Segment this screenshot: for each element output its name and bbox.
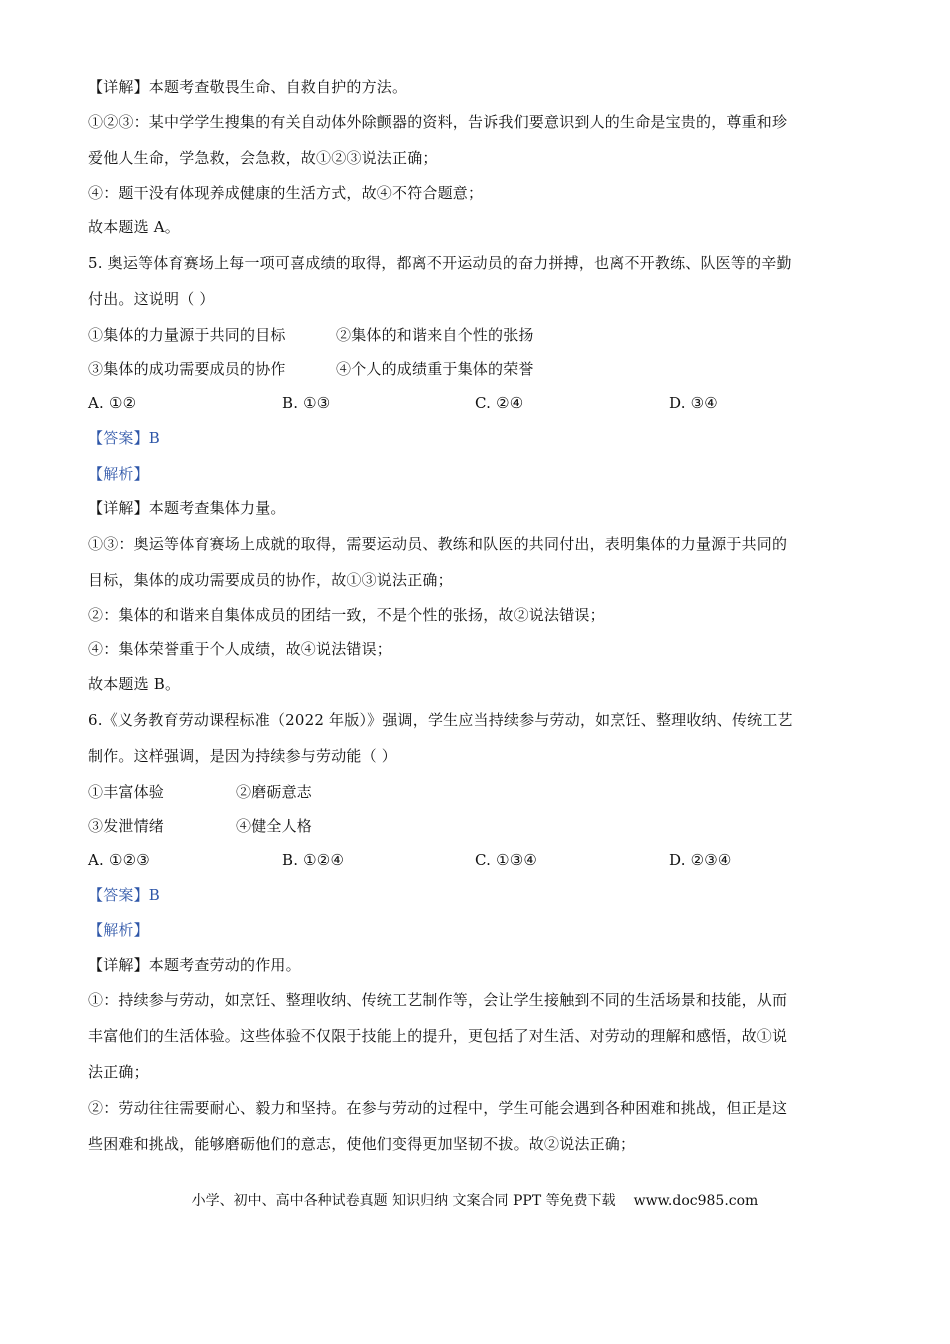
q5-option-a: A. ①②	[88, 394, 137, 412]
q5-conclusion: 故本题选 B。	[88, 675, 181, 693]
footer-text: 小学、初中、高中各种试卷真题 知识归纳 文案合同 PPT 等免费下载	[191, 1193, 616, 1209]
footer-url[interactable]: www.doc985.com	[633, 1193, 759, 1209]
q5-explain-3: ④：集体荣誉重于个人成绩，故④说法错误；	[88, 640, 393, 658]
q5-statement-4: ④个人的成绩重于集体的荣誉	[336, 360, 534, 378]
q5-answer	[88, 427, 868, 449]
q6-statement-4: ④健全人格	[236, 817, 313, 835]
q6-explain-2a: ②：劳动往往需要耐心、毅力和坚持。在参与劳动的过程中，学生可能会遇到各种困难和挑战，但正是这	[88, 1099, 788, 1117]
q5-stem-b: 付出。这说明（ ）	[88, 290, 215, 308]
q6-statement-1: ①丰富体验	[88, 783, 165, 801]
q6-explain-1b: 丰富他们的生活体验。这些体验不仅限于技能上的提升，更包括了对生活、对劳动的理解和感悟，故①说	[88, 1027, 788, 1045]
q6-option-a: A. ①②③	[88, 851, 150, 869]
q5-stem-a: 5. 奥运等体育赛场上每一项可喜成绩的取得，都离不开运动员的奋力拼搏，也离不开教练、队医等的辛勤	[88, 254, 792, 272]
q4-conclusion: 故本题选 A。	[88, 218, 181, 236]
q6-option-b: B. ①②④	[282, 851, 345, 869]
q6-explain-1a: ①：持续参与劳动，如烹饪、整理收纳、传统工艺制作等，会让学生接触到不同的生活场景和技能，从而	[88, 991, 788, 1009]
q5-explain-1a: ①③：奥运等体育赛场上成就的取得，需要运动员、教练和队医的共同付出，表明集体的力量源于共同的	[88, 535, 788, 553]
q6-answer-label: 【答案】B	[88, 886, 161, 904]
q4-detail: 【详解】本题考查敬畏生命、自救自护的方法。	[88, 78, 408, 96]
q5-option-b: B. ①③	[282, 394, 331, 412]
q5-analysis-label: 【解析】	[88, 465, 149, 483]
q6-explain-1c: 法正确；	[88, 1063, 149, 1081]
q5-statement-3: ③集体的成功需要成员的协作	[88, 360, 286, 378]
q6-option-c: C. ①③④	[475, 851, 538, 869]
q6-explain-2b: 些困难和挑战，能够磨砺他们的意志，使他们变得更加坚韧不拔。故②说法正确；	[88, 1135, 636, 1153]
q5-option-c: C. ②④	[475, 394, 524, 412]
q4-explain-p1a: ①②③：某中学学生搜集的有关自动体外除颤器的资料，告诉我们要意识到人的生命是宝贵的，尊重和珍	[88, 113, 788, 131]
q6-statement-3: ③发泄情绪	[88, 817, 165, 835]
q5-answer-label: 【答案】B	[88, 429, 161, 447]
q6-statement-2: ②磨砺意志	[236, 783, 313, 801]
q6-detail: 【详解】本题考查劳动的作用。	[88, 956, 301, 974]
q4-explain-p2: ④：题干没有体现养成健康的生活方式，故④不符合题意；	[88, 184, 484, 202]
q6-analysis-label: 【解析】	[88, 921, 149, 939]
q5-option-d: D. ③④	[669, 394, 718, 412]
q5-explain-2: ②：集体的和谐来自集体成员的团结一致，不是个性的张扬，故②说法错误；	[88, 606, 605, 624]
q5-detail: 【详解】本题考查集体力量。	[88, 499, 286, 517]
q4-explain-p1b: 爱他人生命，学急救，会急救，故①②③说法正确；	[88, 149, 438, 167]
q6-stem-b: 制作。这样强调，是因为持续参与劳动能（ ）	[88, 747, 397, 765]
q5-explain-1b: 目标，集体的成功需要成员的协作，故①③说法正确；	[88, 571, 453, 589]
q6-option-d: D. ②③④	[669, 851, 732, 869]
q5-statement-2: ②集体的和谐来自个性的张扬	[336, 326, 534, 344]
q6-stem-a: 6.《义务教育劳动课程标准（2022 年版）》强调，学生应当持续参与劳动，如烹饪、整理收纳、传统工艺	[88, 711, 793, 729]
q5-statement-1: ①集体的力量源于共同的目标	[88, 326, 286, 344]
page-footer	[0, 1191, 950, 1211]
